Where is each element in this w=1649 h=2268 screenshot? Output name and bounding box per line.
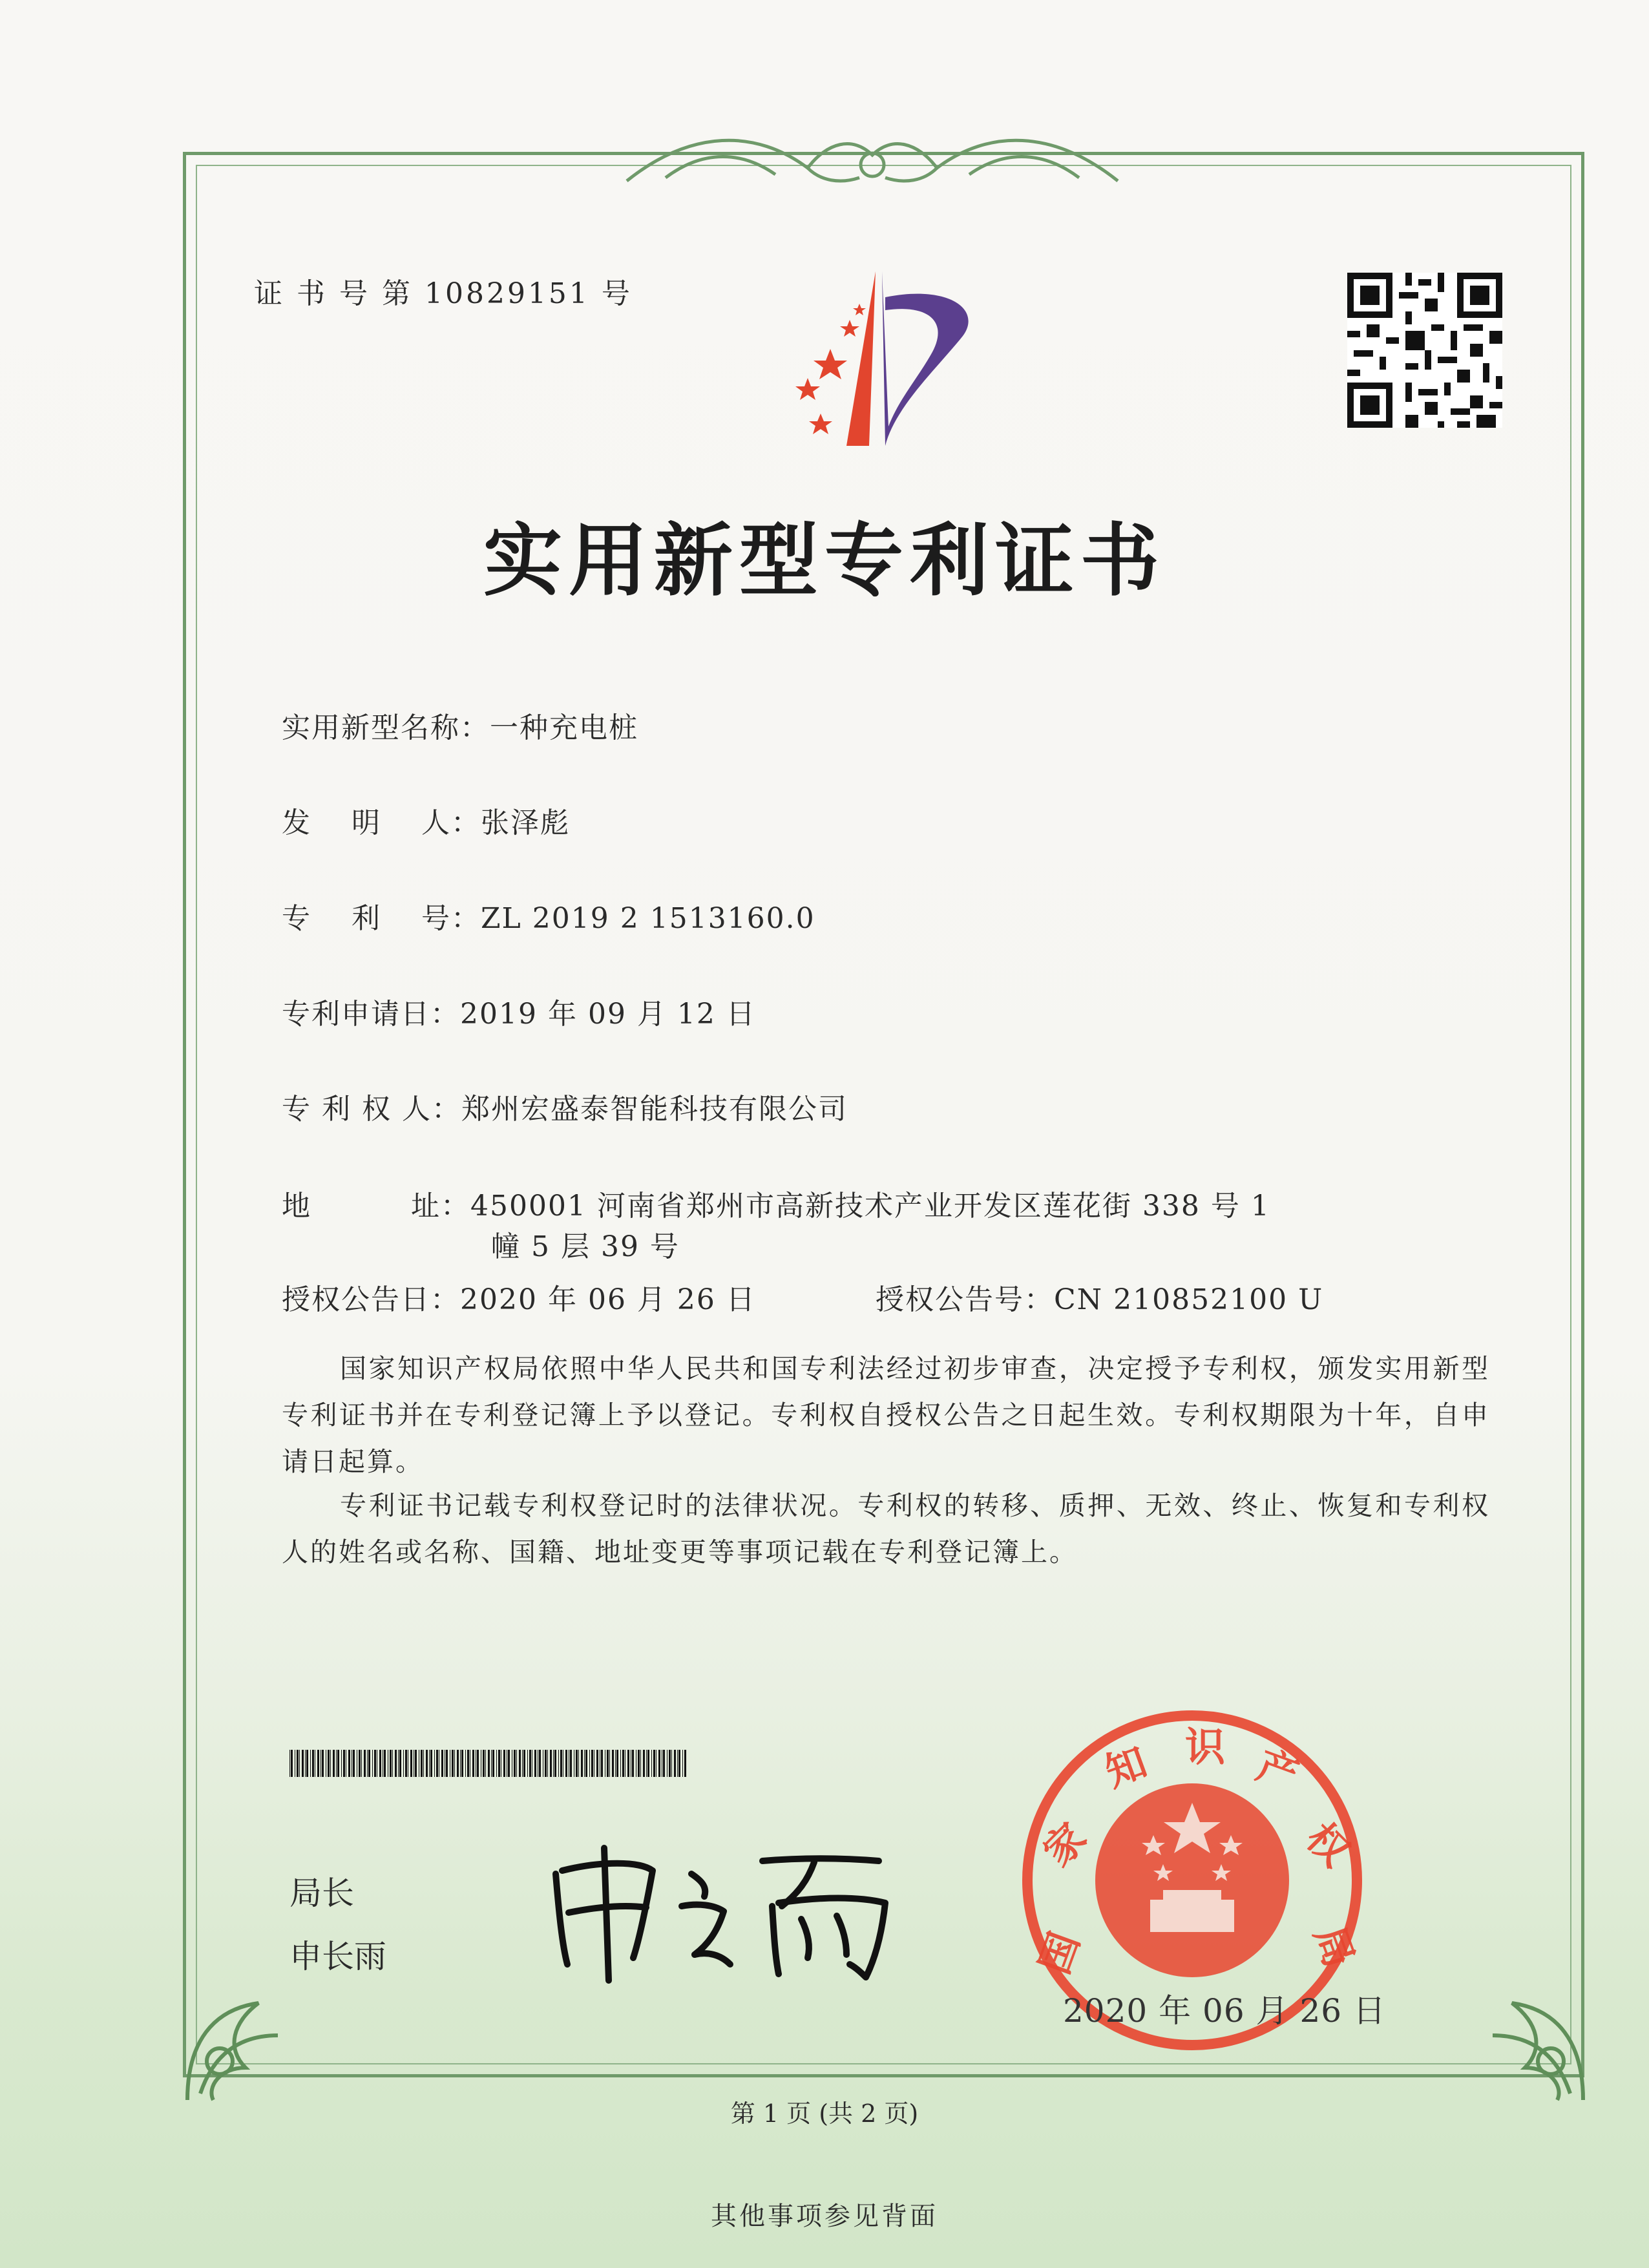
field-label: 授权公告日： (282, 1283, 460, 1316)
grant-date-row (282, 1276, 756, 1318)
barcode-bar (671, 1750, 672, 1777)
svg-text:家: 家 (1034, 1814, 1096, 1876)
barcode-bar (550, 1750, 552, 1777)
barcode-bar (341, 1750, 342, 1777)
barcode-bar (498, 1750, 500, 1777)
field-label: 地 址： (282, 1190, 470, 1223)
barcode-bar (483, 1750, 485, 1777)
barcode-bar (612, 1750, 614, 1777)
barcode-bar (457, 1750, 459, 1777)
utility-model-name-row (282, 704, 638, 746)
qr-code-icon (1347, 273, 1502, 428)
barcode-bar (560, 1750, 562, 1777)
barcode-bar (359, 1750, 361, 1777)
barcode-bar (430, 1750, 432, 1777)
barcode-bar (584, 1750, 585, 1777)
barcode-bar (589, 1750, 590, 1777)
field-label: 实用新型名称： (282, 711, 490, 744)
barcode-bar (446, 1750, 448, 1777)
barcode-bar (310, 1750, 311, 1777)
field-value: 2019 年 09 月 12 日 (460, 998, 756, 1031)
barcode-bar (460, 1750, 461, 1777)
barcode-bar (328, 1750, 330, 1777)
barcode-bar (429, 1750, 430, 1777)
barcode-bar (523, 1750, 525, 1777)
barcode-bar (585, 1750, 587, 1777)
barcode-bar (461, 1750, 463, 1777)
barcode-bar (545, 1750, 547, 1777)
barcode-bar (514, 1750, 516, 1777)
page-number: 第 1 页 (共 2 页) (730, 2099, 919, 2128)
barcode-bar (591, 1750, 593, 1777)
barcode-bar (522, 1750, 523, 1777)
barcode-bar (492, 1750, 494, 1777)
barcode-bar (322, 1750, 324, 1777)
barcode-bar (289, 1750, 290, 1777)
signatory-title: 局长 (289, 1874, 354, 1912)
filing-date-row (282, 991, 756, 1032)
field-value: ZL 2019 2 1513160.0 (480, 902, 815, 935)
barcode-bar (395, 1750, 397, 1777)
barcode-bar (570, 1750, 572, 1777)
barcode-bar (534, 1750, 536, 1777)
barcode-bar (682, 1750, 683, 1777)
barcode-bar (488, 1750, 490, 1777)
barcode-bar (651, 1750, 652, 1777)
barcode-bar (353, 1750, 355, 1777)
barcode-bar (519, 1750, 521, 1777)
address-row (282, 1182, 1270, 1224)
barcode-bar (565, 1750, 567, 1777)
barcode-bar (398, 1750, 399, 1777)
barcode-bar (305, 1750, 306, 1777)
barcode-bar (384, 1750, 386, 1777)
barcode-bar (663, 1750, 665, 1777)
inventor-row (282, 799, 570, 841)
barcode-bar (374, 1750, 376, 1777)
barcode-bar (529, 1750, 531, 1777)
barcode-bar (367, 1750, 368, 1777)
barcode-bar (647, 1750, 649, 1777)
barcode-bar (467, 1750, 469, 1777)
body-paragraph-1: 国家知识产权局依照中华人民共和国专利法经过初步审查，决定授予专利权，颁发实用新型专利证书并在专利登记簿上予以登记。专利权自授权公告之日起生效。专利权期限为十年，自申请日起算。 (282, 1353, 1490, 1477)
barcode-bar (653, 1750, 655, 1777)
barcode-bar (405, 1750, 407, 1777)
barcode-bar (436, 1750, 438, 1777)
barcode-bar (297, 1750, 299, 1777)
barcode-bar (452, 1750, 454, 1777)
address-row-continued (491, 1223, 680, 1265)
barcode-bar (441, 1750, 443, 1777)
field-value: 2020 年 06 月 26 日 (460, 1283, 756, 1316)
barcode-bar (320, 1750, 321, 1777)
grant-number-row (876, 1276, 1323, 1318)
barcode-bar (632, 1750, 634, 1777)
barcode-bar (496, 1750, 497, 1777)
barcode-bar (312, 1750, 314, 1777)
barcode-bar (306, 1750, 308, 1777)
barcode-bar (527, 1750, 528, 1777)
barcode-bar (421, 1750, 423, 1777)
barcode-bar (516, 1750, 517, 1777)
barcode-bar (578, 1750, 579, 1777)
barcode-bar (576, 1750, 578, 1777)
barcode-bar (399, 1750, 401, 1777)
field-label: 发 明 人： (282, 806, 481, 839)
barcode-bar (472, 1750, 474, 1777)
svg-text:产: 产 (1250, 1741, 1305, 1800)
barcode-bar (658, 1750, 660, 1777)
certificate-number: 证 书 号 第 10829151 号 (254, 277, 633, 310)
barcode-bar (403, 1750, 404, 1777)
barcode-bar (392, 1750, 393, 1777)
barcode-bar (684, 1750, 686, 1777)
barcode-bar (553, 1750, 554, 1777)
patent-number-row (282, 895, 815, 936)
top-ornament-icon (614, 116, 1131, 194)
seal-date: 2020 年 06 月 26 日 (1063, 1992, 1386, 2030)
barcode-bar (465, 1750, 466, 1777)
body-paragraph-2: 专利证书记载专利权登记时的法律状况。专利权的转移、质押、无效、终止、恢复和专利权人的姓名或名称、国籍、地址变更等事项记载在专利登记簿上。 (282, 1490, 1490, 1568)
barcode-bar (503, 1750, 505, 1777)
barcode-bar (615, 1750, 616, 1777)
signatory-name: 申长雨 (289, 1938, 386, 1975)
svg-text:局: 局 (1305, 1920, 1364, 1974)
svg-text:权: 权 (1297, 1814, 1359, 1876)
barcode-bar (434, 1750, 435, 1777)
barcode-bar (423, 1750, 424, 1777)
barcode-bar (627, 1750, 629, 1777)
patentee-row (282, 1086, 848, 1127)
barcode-bar (554, 1750, 556, 1777)
barcode-bar (454, 1750, 455, 1777)
barcode-bar (379, 1750, 381, 1777)
svg-text:识: 识 (1184, 1723, 1226, 1770)
barcode-bar (415, 1750, 417, 1777)
field-value: CN 210852100 U (1054, 1283, 1324, 1316)
barcode-bar (302, 1750, 304, 1777)
barcode-bar (426, 1750, 428, 1777)
certificate-title: 实用新型专利证书 (483, 514, 1166, 607)
barcode-bar (368, 1750, 370, 1777)
barcode-bar (669, 1750, 671, 1777)
svg-text:知: 知 (1099, 1738, 1153, 1796)
barcode-bar (491, 1750, 492, 1777)
field-value: 一种充电桩 (490, 711, 638, 744)
barcode-bar (607, 1750, 609, 1777)
barcode-bar (291, 1750, 293, 1777)
barcode-bar (390, 1750, 392, 1777)
barcode-bar (622, 1750, 624, 1777)
field-label: 专 利 号： (282, 902, 481, 935)
barcode-bar (410, 1750, 412, 1777)
barcode-bar (646, 1750, 647, 1777)
barcode-bar (343, 1750, 345, 1777)
barcode-bar (638, 1750, 640, 1777)
barcode-bar (609, 1750, 610, 1777)
barcode-bar (317, 1750, 319, 1777)
barcode-bar (643, 1750, 645, 1777)
barcode-bar (330, 1750, 331, 1777)
corner-ornament-left-icon (174, 1964, 323, 2113)
barcode-bar (620, 1750, 621, 1777)
barcode-bar (640, 1750, 641, 1777)
barcode-bar (372, 1750, 373, 1777)
barcode-bar (485, 1750, 486, 1777)
barcode-bar (581, 1750, 583, 1777)
barcode-bar (508, 1750, 510, 1777)
back-note: 其他事项参见背面 (711, 2201, 938, 2231)
barcode-bar (677, 1750, 678, 1777)
barcode-bar (616, 1750, 618, 1777)
barcode-bar (678, 1750, 680, 1777)
barcode-icon (289, 1750, 687, 1777)
field-label: 授权公告号： (876, 1283, 1054, 1316)
handwritten-signature (543, 1835, 905, 1984)
barcode-bar (361, 1750, 362, 1777)
barcode-bar (477, 1750, 479, 1777)
field-value: 幢 5 层 39 号 (491, 1230, 680, 1263)
field-label: 专利申请日： (282, 998, 460, 1031)
barcode-bar (337, 1750, 339, 1777)
barcode-bar (539, 1750, 541, 1777)
barcode-bar (348, 1750, 350, 1777)
cnipa-logo-icon (756, 258, 1002, 452)
barcode-bar (299, 1750, 300, 1777)
barcode-bar (336, 1750, 337, 1777)
barcode-bar (364, 1750, 366, 1777)
corner-ornament-right-icon (1447, 1964, 1596, 2113)
field-value: 450001 河南省郑州市高新技术产业开发区莲花街 338 号 1 (470, 1190, 1270, 1223)
barcode-bar (674, 1750, 676, 1777)
field-value: 郑州宏盛泰智能科技有限公司 (461, 1093, 848, 1126)
field-label: 专 利 权 人： (282, 1093, 461, 1126)
barcode-bar (596, 1750, 598, 1777)
field-value: 张泽彪 (480, 806, 570, 839)
barcode-bar (547, 1750, 548, 1777)
barcode-bar (558, 1750, 559, 1777)
barcode-bar (333, 1750, 335, 1777)
barcode-bar (601, 1750, 603, 1777)
svg-text:国: 国 (1030, 1926, 1089, 1980)
